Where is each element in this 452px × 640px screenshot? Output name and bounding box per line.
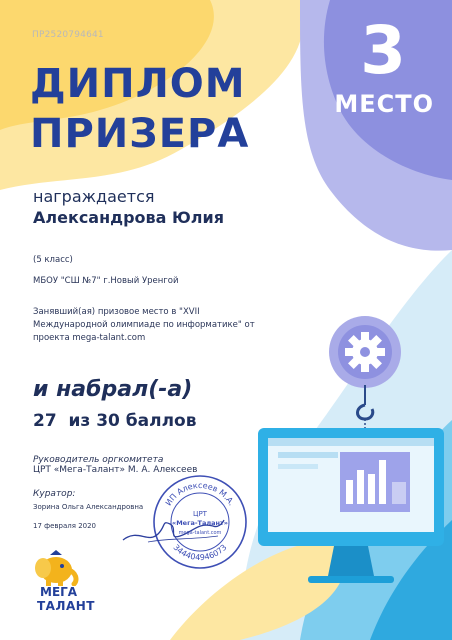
stamp-bottom-text: 344404946073 — [171, 542, 229, 563]
stamp-center-1: ЦРТ — [193, 510, 207, 518]
grade: (5 класс) — [33, 255, 73, 265]
signature — [118, 510, 228, 550]
stamp-center-2: «Мега-Талант» — [172, 519, 228, 527]
curator-label: Куратор: — [33, 489, 76, 499]
stamp-center-3: mega-talant.com — [178, 530, 222, 536]
achievement-line-3: проекта mega-talant.com — [33, 333, 146, 343]
place-word: МЕСТО — [334, 90, 434, 118]
achievement-line-2: Международной олимпиаде по информатике" от — [33, 320, 255, 330]
bar-chart-icon — [340, 452, 410, 512]
document-id: ПР2520794641 — [32, 30, 104, 40]
achievement-line-1: Занявший(ая) призовое место в "XVII — [33, 307, 200, 317]
stamp-top-text: ИП Алексеев М.А. — [163, 481, 237, 508]
achievement — [33, 306, 263, 345]
curator-name: Зорина Ольга Александровна — [33, 503, 144, 511]
awarded-label: награждается — [33, 187, 155, 206]
head-role: Руководитель оргкомитета — [33, 455, 164, 465]
logo-line-2: ТАЛАНТ — [37, 599, 95, 613]
gear-icon — [340, 327, 390, 377]
head-org: ЦРТ «Мега-Талант» М. А. Алексеев — [33, 465, 198, 475]
score: 27 из 30 баллов — [33, 411, 197, 431]
title-line-2: ПРИЗЕРА — [30, 111, 250, 157]
title-line-1: ДИПЛОМ — [30, 61, 246, 107]
logo-line-1: МЕГА — [40, 585, 78, 599]
elephant-mascot-icon — [32, 550, 82, 586]
scored-label: и набрал(-а) — [33, 377, 193, 402]
place-number: 3 — [360, 12, 406, 89]
school: МБОУ "СШ №7" г.Новый Уренгой — [33, 276, 179, 286]
recipient-name: Александрова Юлия — [33, 208, 224, 227]
issue-date: 17 февраля 2020 — [33, 522, 97, 530]
svg-text:ИП Алексеев М.А. — [164, 481, 236, 507]
